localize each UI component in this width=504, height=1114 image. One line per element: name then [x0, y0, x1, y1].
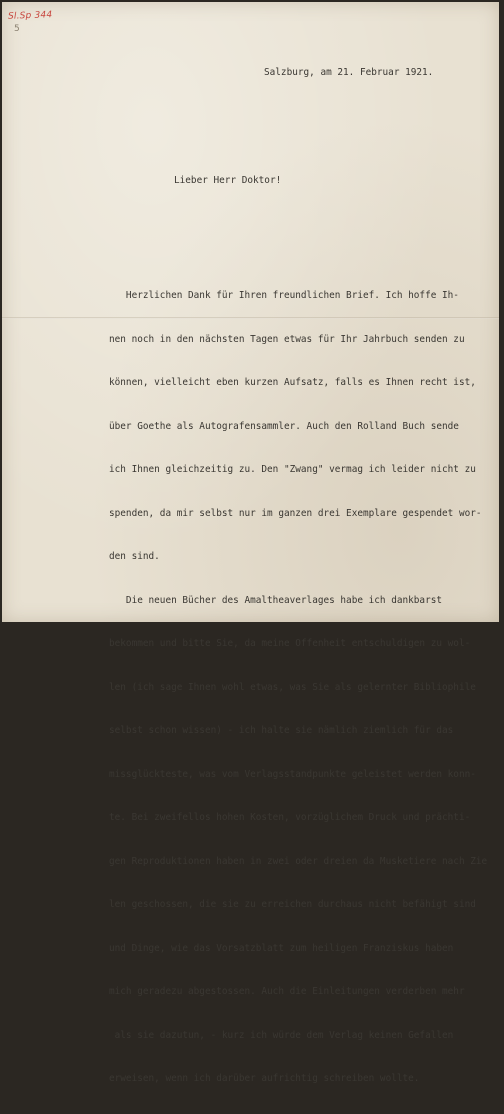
body-line: über Goethe als Autografensammler. Auch den Rolland Buch sende	[109, 420, 459, 432]
body-line: Herzlichen Dank für Ihren freundlichen Brief. Ich hoffe Ih-	[109, 290, 459, 301]
body-line: den sind.	[109, 551, 160, 562]
body-line: len (ich sage Ihnen wohl etwas, was Sie als gelernter Bibliophile	[109, 681, 476, 693]
salutation: Lieber Herr Doktor!	[174, 175, 282, 186]
body-line: Die neuen Bücher des Amaltheaverlages habe ich dankbarst	[109, 594, 443, 606]
letter-body	[109, 261, 494, 1114]
body-line: erweisen, wenn ich darüber aufrichtig schreiben wollte.	[109, 1073, 420, 1084]
body-line: missglückteste, was vom Verlagsstandpunkte geleistet werden konn-	[109, 768, 476, 780]
body-line: mich geradezu abgestossen. Auch die Einleitungen verderben mehr	[109, 986, 465, 997]
archive-number: 5	[14, 24, 20, 34]
body-line: nen noch in den nächsten Tagen etwas für Ihr Jahrbuch senden zu	[109, 333, 465, 345]
archive-signature: Sl.Sp 344	[7, 10, 53, 22]
body-line: und Dinge, wie das Vorsatzblatt zum heiligen Franziskus haben	[109, 942, 454, 954]
body-line: können, vielleicht eben kurzen Aufsatz, falls es Ihnen recht ist,	[109, 377, 476, 388]
body-line: bekommen und bitte Sie, da meine Offenheit entschuldigen zu wol-	[109, 638, 471, 649]
body-line: ich Ihnen gleichzeitig zu. Den "Zwang" vermag ich leider nicht zu	[109, 464, 476, 475]
body-line: als sie dazutun, - kurz ich würde dem Verlag keinen Gefallen	[109, 1029, 454, 1041]
body-line: selbst schon wissen) - ich halte sie nämlich ziemlich für das	[109, 725, 454, 736]
body-line: te. Bei zweifellos hohen Kosten, vorzüglichem Druck und prächti-	[109, 812, 471, 823]
body-line: gen Reproduktionen haben in zwei oder dreien da Musketiere nach Zie	[109, 855, 488, 867]
dateline: Salzburg, am 21. Februar 1921.	[264, 67, 434, 78]
letter-page	[2, 2, 499, 1084]
body-line: spenden, da mir selbst nur im ganzen drei Exemplare gespendet wor-	[109, 507, 482, 519]
body-line: len geschossen, die sie zu erreichen durchaus nicht befähigt sind	[109, 899, 476, 910]
